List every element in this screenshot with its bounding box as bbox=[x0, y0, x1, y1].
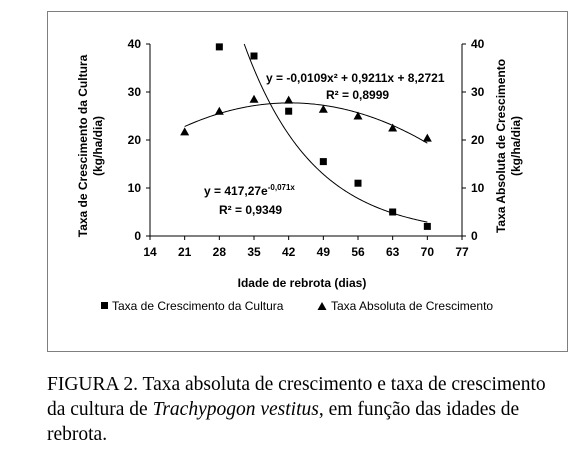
poly-r2: R² = 0,8999 bbox=[326, 88, 390, 102]
y-tick-label-left: 20 bbox=[127, 133, 141, 147]
y-tick-label-left: 10 bbox=[127, 181, 141, 195]
exp-equation-exponent: -0,071x bbox=[267, 183, 295, 192]
x-tick-label: 70 bbox=[420, 245, 435, 259]
x-axis-label: Idade de rebrota (dias) bbox=[237, 276, 367, 290]
square-point bbox=[424, 223, 431, 230]
x-tick-label: 49 bbox=[316, 245, 331, 259]
y-tick-label-left: 0 bbox=[134, 229, 141, 243]
y-tick-label-right: 30 bbox=[471, 85, 485, 99]
triangle-point bbox=[215, 107, 224, 115]
y-tick-label-right: 20 bbox=[471, 133, 485, 147]
exp-r2: R² = 0,9349 bbox=[219, 203, 283, 217]
y-axis-label-left bbox=[76, 54, 105, 237]
x-tick-label: 14 bbox=[143, 245, 157, 259]
square-point bbox=[285, 108, 292, 115]
axis-title-line: Taxa de Crescimento da Cultura bbox=[76, 54, 90, 238]
y-tick-label-right: 10 bbox=[471, 181, 485, 195]
x-tick-label: 21 bbox=[177, 245, 192, 259]
x-tick-label: 63 bbox=[385, 245, 400, 259]
caption-text-1: FIGURA 2. Taxa absoluta de crescimento e taxa de crescimento da cultura de bbox=[47, 374, 546, 420]
square-point bbox=[251, 53, 258, 60]
square-point bbox=[320, 158, 327, 165]
x-tick-label: 56 bbox=[351, 245, 365, 259]
x-tick-label: 77 bbox=[455, 245, 469, 259]
triangle-point bbox=[250, 95, 259, 103]
x-tick-label: 42 bbox=[281, 245, 296, 259]
axis-title-line: Taxa Absoluta de Crescimento bbox=[494, 58, 508, 234]
square-point bbox=[389, 209, 396, 216]
legend-triangle-marker bbox=[318, 302, 327, 310]
square-point bbox=[355, 180, 362, 187]
caption-species: Trachypogon vestitus bbox=[152, 399, 319, 420]
x-tick-label: 35 bbox=[247, 245, 261, 259]
axis-title-units: (kg/ha/dia) bbox=[509, 115, 523, 177]
caption-text-2: , em função das idades de rebrota. bbox=[47, 399, 520, 445]
exp-equation-base: y = 417,27e bbox=[204, 184, 268, 198]
poly-equation: y = -0,0109x² + 0,9211x + 8,2721 bbox=[266, 71, 445, 85]
exp-equation bbox=[204, 183, 295, 198]
legend-label-absolute-growth: Taxa Absoluta de Crescimento bbox=[331, 299, 494, 313]
x-tick-label: 28 bbox=[212, 245, 227, 259]
legend-square-marker bbox=[101, 302, 108, 309]
y-tick-label-right: 0 bbox=[471, 229, 478, 243]
y-tick-label-right: 40 bbox=[471, 37, 485, 51]
triangle-point bbox=[388, 124, 397, 132]
figure-caption bbox=[47, 372, 562, 447]
y-tick-label-left: 30 bbox=[127, 85, 141, 99]
legend-label-crop-growth: Taxa de Crescimento da Cultura bbox=[112, 299, 284, 313]
polynomial-trendline bbox=[185, 103, 428, 143]
y-tick-label-left: 40 bbox=[127, 37, 141, 51]
triangle-point bbox=[180, 127, 189, 135]
legend bbox=[101, 299, 493, 313]
square-point bbox=[216, 43, 223, 50]
triangle-point bbox=[284, 96, 293, 104]
triangle-point bbox=[423, 134, 432, 142]
y-axis-label-right bbox=[494, 59, 523, 233]
triangle-point bbox=[354, 112, 363, 120]
axis-title-units: (kg/ha/dia) bbox=[91, 115, 105, 177]
